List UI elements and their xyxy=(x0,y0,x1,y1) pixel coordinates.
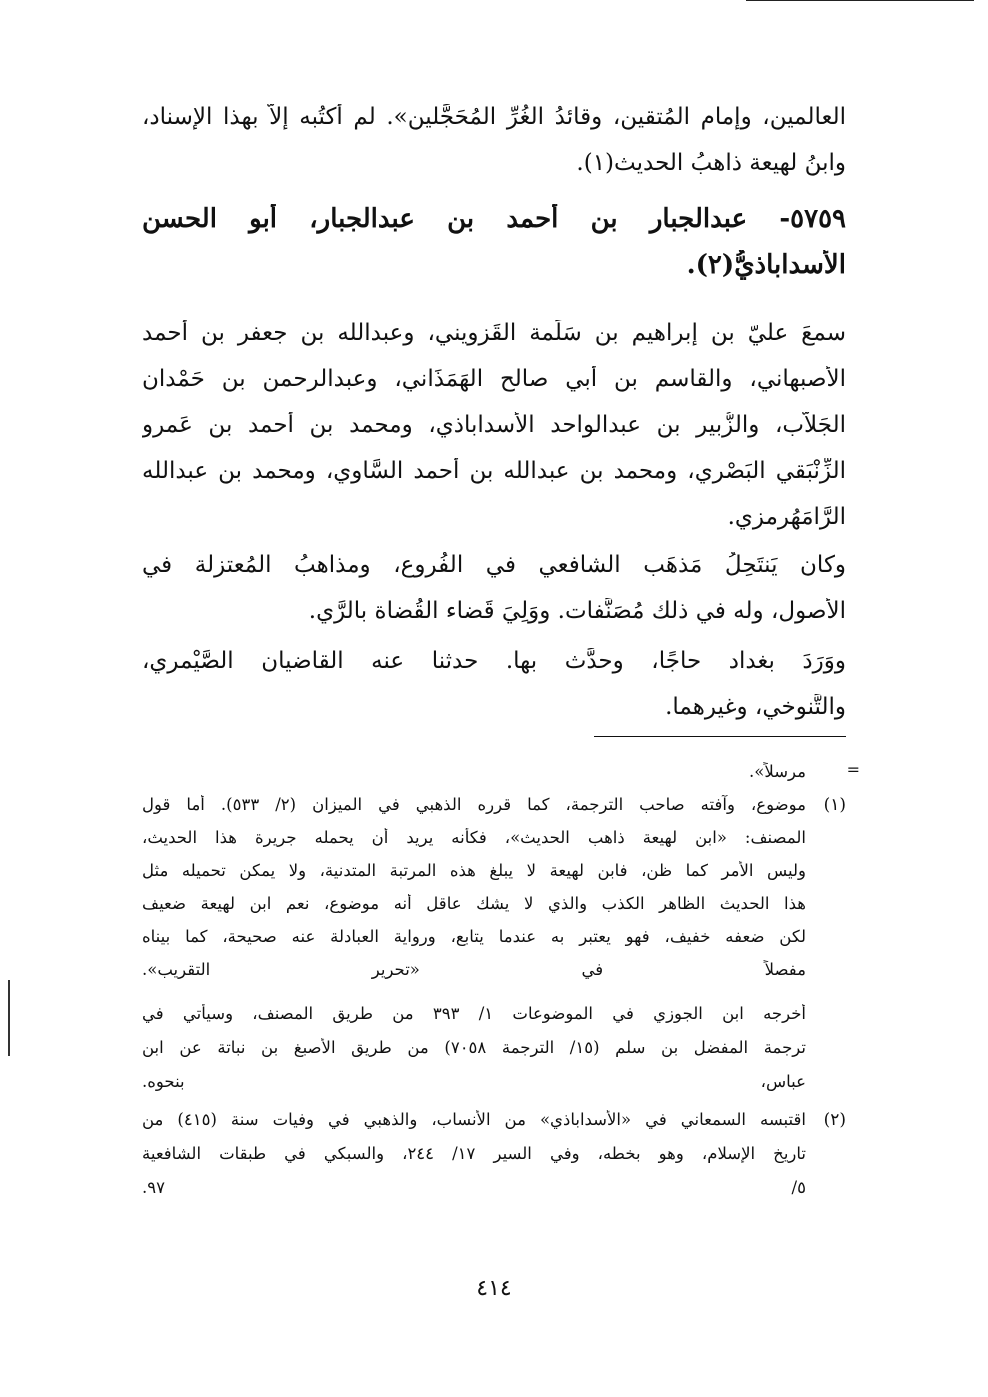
body-line: ووَرَدَ بغداد حاجًا، وحدَّث بها. حدثنا عنه القاضيان الصَّيْمري، xyxy=(142,648,846,674)
footnote-line: أخرجه ابن الجوزي في الموضوعات ١/ ٣٩٣ من طريق المصنف، وسيأتي في xyxy=(142,1004,806,1023)
footnote-line: ترجمة المفضل بن سلم (١٥/ الترجمة ٧٠٥٨) من طريق الأصبغ بن نباتة عن ابن xyxy=(142,1038,806,1057)
footnote-separator xyxy=(594,736,846,737)
footnote-line: مفصلاً في «تحرير التقريب». xyxy=(142,960,806,979)
footnote-number: (١) xyxy=(823,795,846,815)
body-line: الأصبهاني، والقاسم بن أبي صالح الهَمَذَاني، وعبدالرحمن بن حَمْدان xyxy=(142,366,846,392)
footnote-line: تاريخ الإسلام، وهو بخطه، وفي السير ١٧/ ٢٤٤، والسبكي في طبقات الشافعية xyxy=(142,1144,806,1163)
footnote-line: اقتبسه السمعاني في «الأسداباذي» من الأنساب، والذهبي في وفيات سنة (٤١٥) من xyxy=(142,1110,806,1129)
top-rule xyxy=(746,0,974,1)
footnote-line: ٥/ ٩٧. xyxy=(142,1178,806,1197)
body-line: الأصول، وله في ذلك مُصَنَّفات. ووَلِيَ قَضاء القُضاة بالرَّي. xyxy=(308,598,846,624)
entry-title: ٥٧٥٩- عبدالجبار بن أحمد بن عبدالجبار، أبو الحسن xyxy=(142,204,846,234)
body-line: العالمين، وإمام المُتقين، وقائدُ الغُرِّ المُحَجَّلين». لم أكتُبه إلاّ بهذا الإسناد، xyxy=(142,104,846,130)
footnote-line: المصنف: «ابن لهيعة ذاهب الحديث»، فكأنه يريد أن يحمله جريرة هذا الحديث، xyxy=(142,828,806,847)
footnote-line: موضوع، وآفته صاحب الترجمة، كما قرره الذهبي في الميزان (٢/ ٥٣٣). أما قول xyxy=(142,795,806,814)
footnote-line: لكن ضعفه خفيف، فهو يعتبر به عندما يتابع، ورواية العبادلة عنه صحيحة، كما بيناه xyxy=(142,927,806,946)
footnote-line: مرسلاً». xyxy=(749,762,806,781)
footnote-number: (٢) xyxy=(823,1110,846,1130)
footnote-line: هذا الحديث الظاهر الكذب والذي لا يشك عاقل أنه موضوع، نعم ابن لهيعة ضعيف xyxy=(142,894,806,913)
body-line: الرَّامَهُرمزي. xyxy=(727,504,846,530)
page-number: ٤١٤ xyxy=(476,1276,512,1301)
footnote-line: وليس الأمر كما ظن، فابن لهيعة لا يبلغ هذه المرتبة المتدنية، ولا يمكن تحميله مثل xyxy=(142,861,806,880)
footnote-continuation-mark: = xyxy=(846,760,860,779)
footnote-line: عباس، بنحوه. xyxy=(142,1072,806,1091)
scan-margin-mark xyxy=(8,980,10,1056)
entry-title: الأسداباذيُّ(٢). xyxy=(686,250,846,280)
body-line: والتَّنوخي، وغيرهما. xyxy=(665,694,846,720)
body-line: وابنُ لهيعة ذاهبُ الحديث(١). xyxy=(576,150,846,176)
body-line: سمعَ عليّ بن إبراهيم بن سَلَمة القَزويني، وعبدالله بن جعفر بن أحمد xyxy=(142,320,846,346)
body-line: الزِّنْبَقي البَصْري، ومحمد بن عبدالله بن أحمد السَّاوي، ومحمد بن عبدالله xyxy=(142,458,846,484)
body-line: وكان يَنتَحِلُ مَذهَب الشافعي في الفُروع، ومذاهبُ المُعتزلة في xyxy=(142,552,846,578)
body-line: الجَلاّب، والزُّبير بن عبدالواحد الأسداباذي، ومحمد بن أحمد بن عَمرو xyxy=(142,412,846,438)
